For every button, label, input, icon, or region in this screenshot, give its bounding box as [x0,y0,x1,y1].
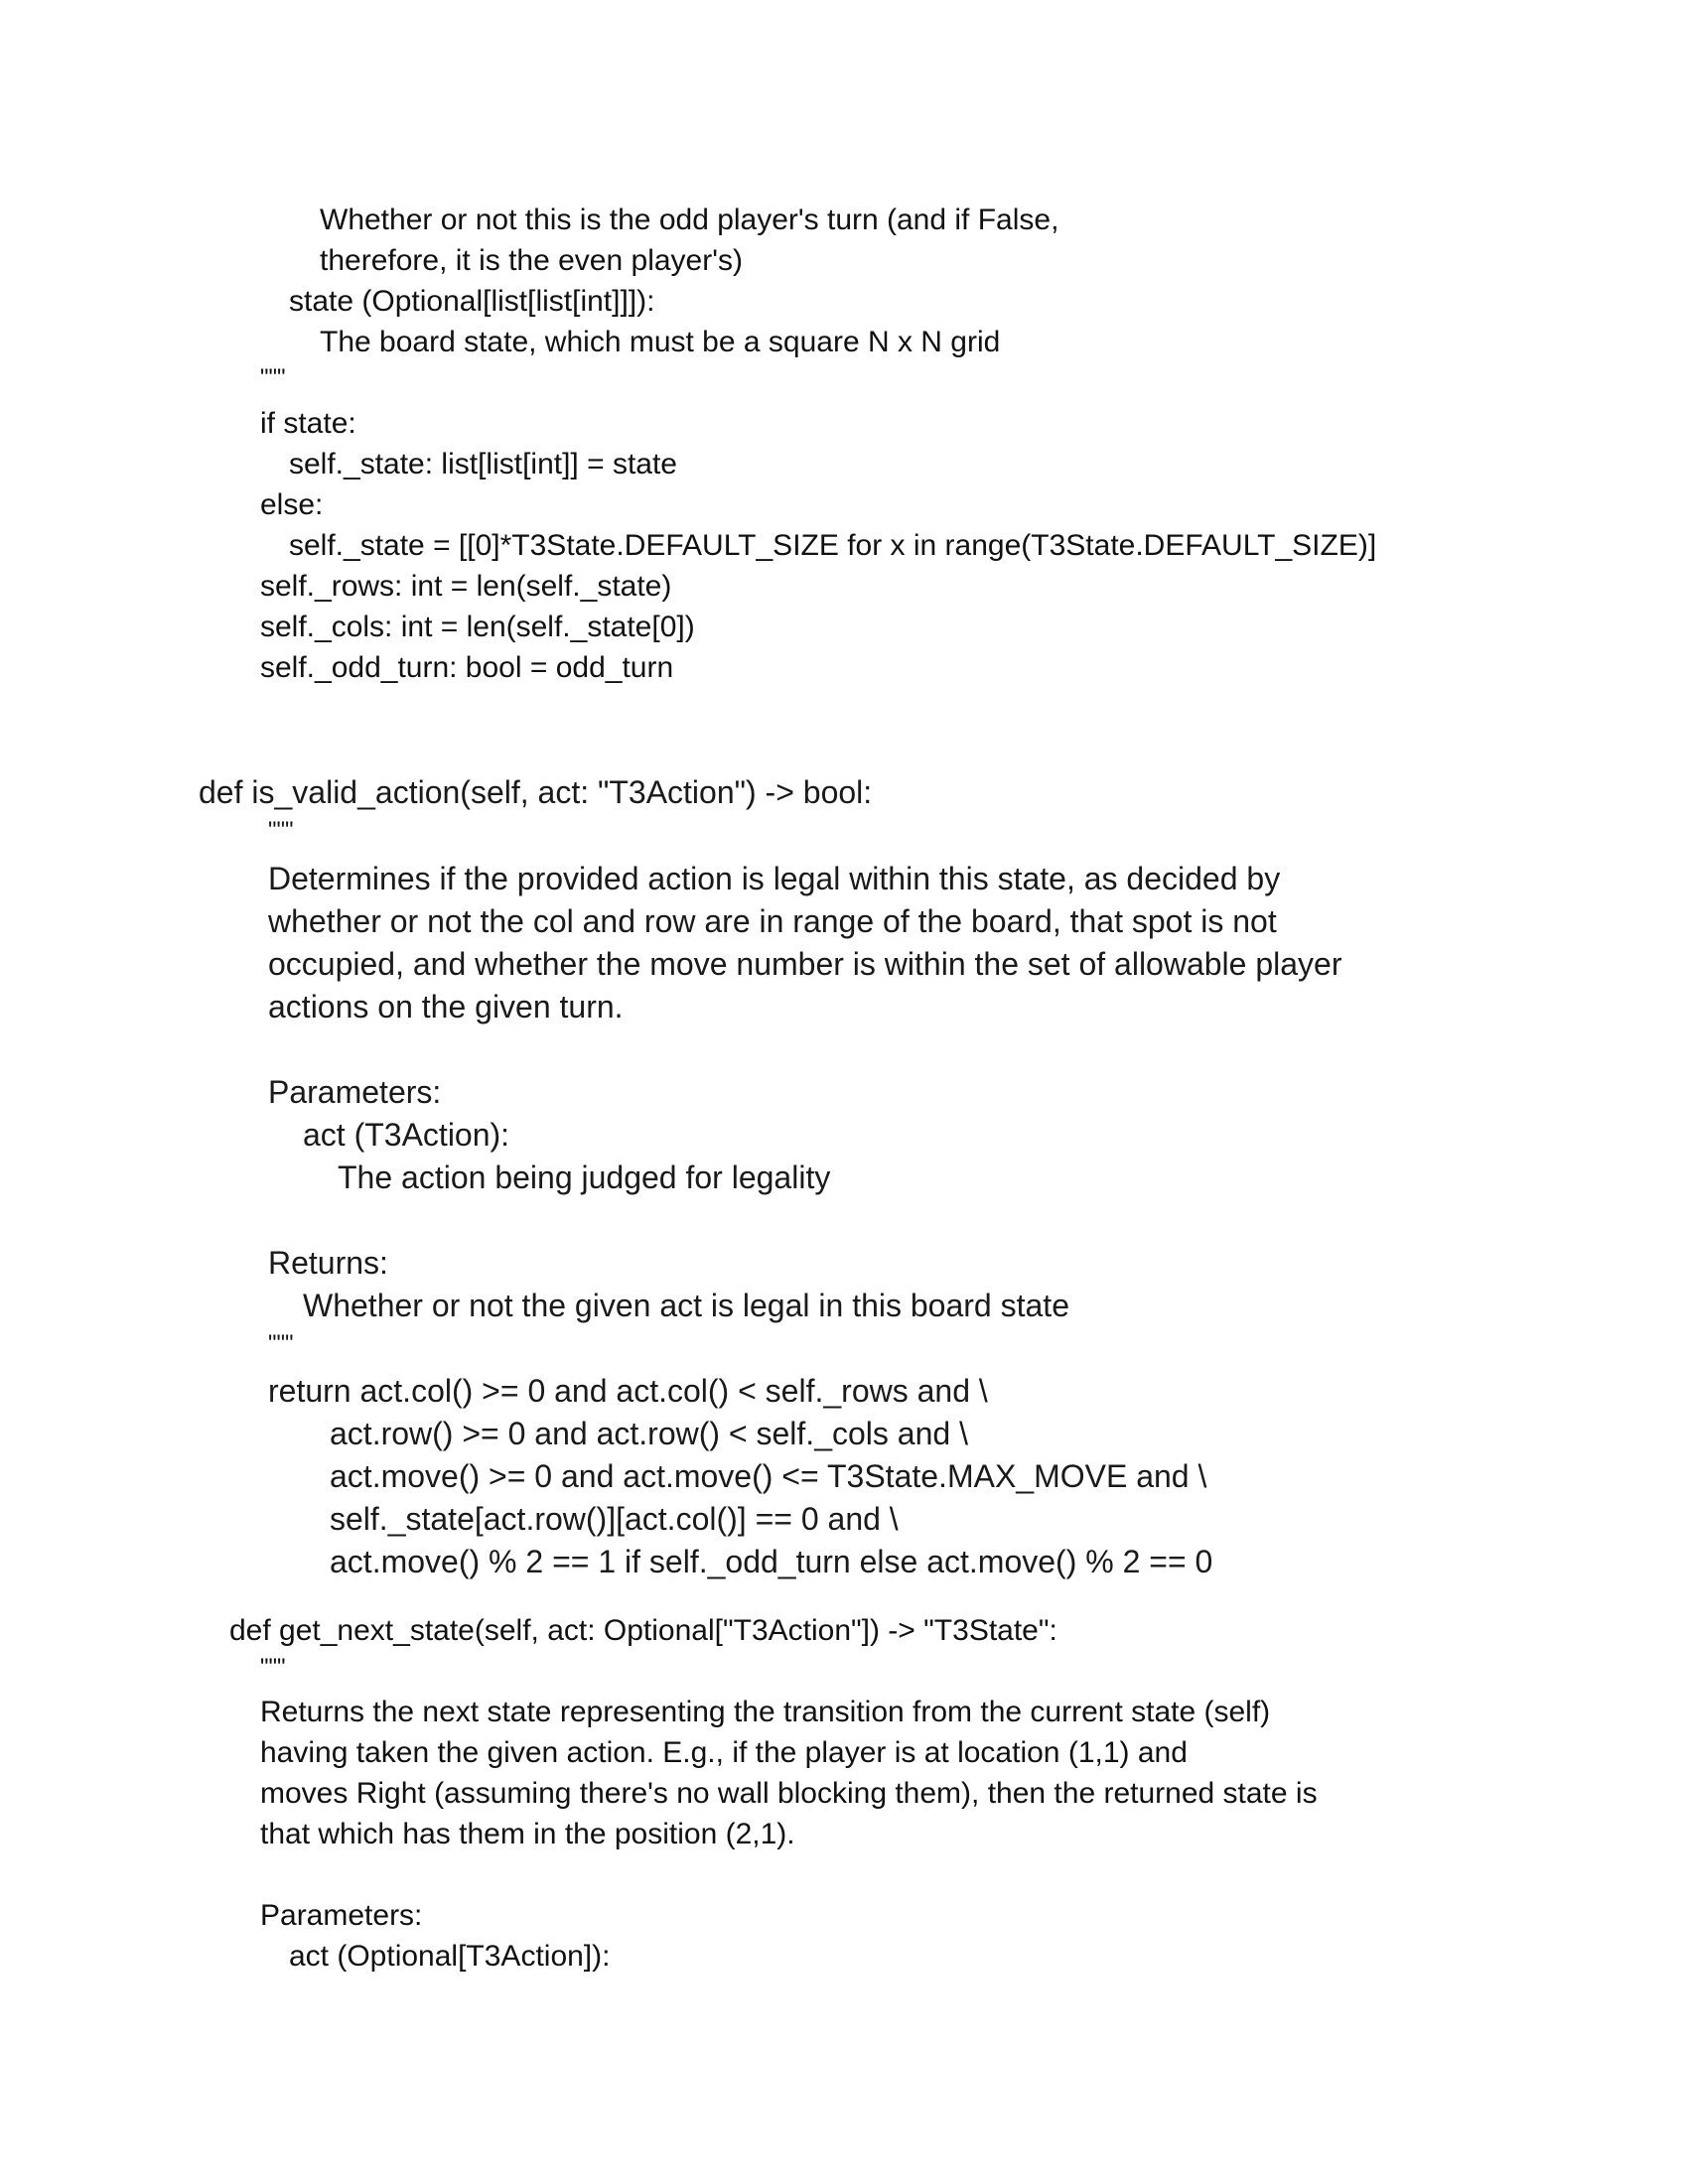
docstring-line: actions on the given turn. [268,989,624,1024]
code-line: Whether or not this is the odd player's turn (and if False, [320,204,1059,236]
docstring-line: act (T3Action): [303,1117,510,1153]
function-signature: def get_next_state(self, act: Optional["T3Action"]) -> "T3State": [229,1614,1057,1647]
docstring-line: occupied, and whether the move number is within the set of allowable player [268,946,1342,982]
docstring-line: The action being judged for legality [338,1160,831,1195]
docstring-line: moves Right (assuming there's no wall blocking them), then the returned state is [260,1777,1318,1810]
code-line: self._cols: int = len(self._state[0]) [260,611,695,643]
docstring-heading: Parameters: [268,1074,442,1110]
code-line: else: [260,488,324,521]
function-signature: def is_valid_action(self, act: "T3Action") -> bool: [199,774,873,810]
code-line: The board state, which must be a square N x N grid [320,326,1001,358]
code-line: self._rows: int = len(self._state) [260,570,672,603]
docstring-heading: Returns: [268,1245,388,1281]
code-line: act.move() % 2 == 1 if self._odd_turn else act.move() % 2 == 0 [330,1544,1213,1579]
docstring-quote: """ [260,1654,286,1681]
code-line: act.row() >= 0 and act.row() < self._cols and \ [330,1416,968,1451]
code-line: self._state[act.row()][act.col()] == 0 and \ [330,1501,899,1537]
code-line: self._odd_turn: bool = odd_turn [260,651,674,684]
code-line: if state: [260,407,356,440]
docstring-line: act (Optional[T3Action]): [289,1940,611,1973]
docstring-quote: """ [268,1330,294,1357]
docstring-line: Whether or not the given act is legal in this board state [303,1288,1069,1323]
docstring-quote: """ [260,364,286,391]
docstring-line: whether or not the col and row are in range of the board, that spot is not [268,903,1277,939]
docstring-line: that which has them in the position (2,1). [260,1818,795,1850]
docstring-heading: Parameters: [260,1899,423,1932]
docstring-quote: """ [268,817,294,844]
docstring-line: Determines if the provided action is legal within this state, as decided by [268,861,1281,896]
code-line: self._state: list[list[int]] = state [289,448,677,480]
docstring-line: having taken the given action. E.g., if the player is at location (1,1) and [260,1736,1188,1769]
code-line: state (Optional[list[list[int]]]): [289,285,655,318]
code-line: return act.col() >= 0 and act.col() < self._rows and \ [268,1373,988,1409]
code-line: act.move() >= 0 and act.move() <= T3State.MAX_MOVE and \ [330,1458,1207,1494]
docstring-line: Returns the next state representing the transition from the current state (self) [260,1696,1271,1728]
code-line: self._state = [[0]*T3State.DEFAULT_SIZE for x in range(T3State.DEFAULT_SIZE)] [289,529,1377,562]
code-line: therefore, it is the even player's) [320,244,743,277]
